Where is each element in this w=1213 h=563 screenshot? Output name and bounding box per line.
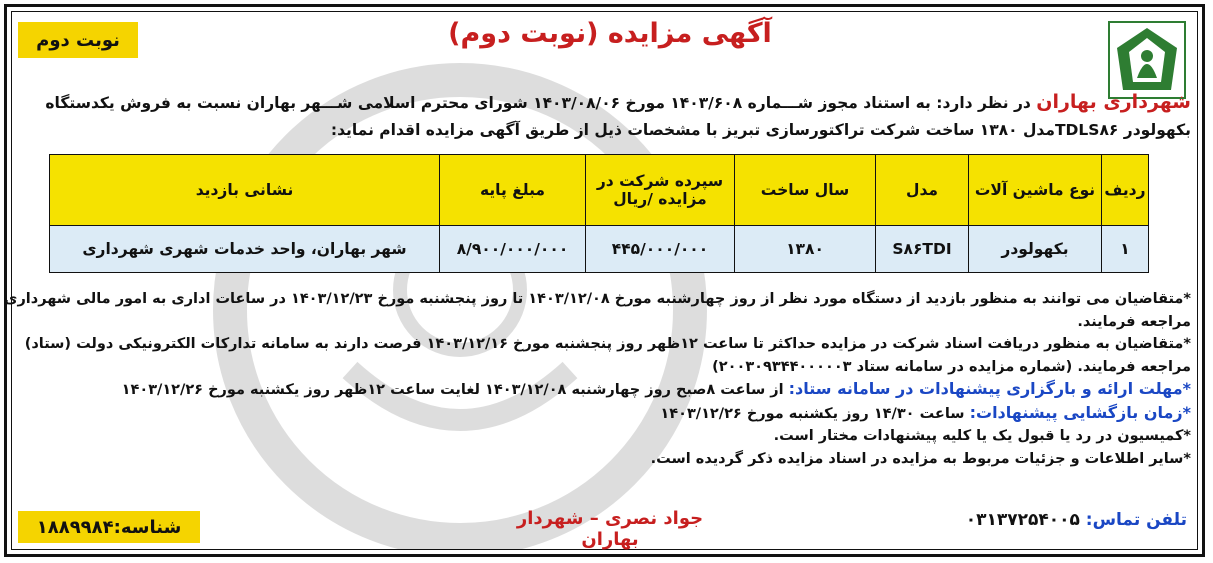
header-visit-address: نشانی بازدید (50, 155, 440, 226)
header-deposit: سپرده شرکت در مزایده /ریال (586, 155, 735, 226)
organization-name: شهرداری بهاران (1036, 91, 1191, 113)
note-opening (21, 402, 1191, 426)
opening-text: ساعت ۱۴/۳۰ روز یکشنبه مورخ ۱۴۰۳/۱۲/۲۶ (660, 405, 970, 422)
phone-number: ۰۳۱۳۷۲۵۴۰۰۵ (965, 510, 1086, 530)
opening-label: *زمان بازگشایی پیشنهادات: (969, 402, 1191, 422)
note-documents-cont: مراجعه فرمایند. (شماره مزایده در سامانه ستاد ۲۰۰۳۰۹۳۴۴۰۰۰۰۰۳) (712, 358, 1191, 375)
cell-visit-address: شهر بهاران، واحد خدمات شهری شهرداری (50, 226, 440, 273)
table-header-row (50, 155, 1149, 226)
note-commission: *کمیسیون در رد یا قبول یک یا کلیه پیشنهادات مختار است. (773, 428, 1191, 444)
header-row-number: ردیف (1102, 155, 1149, 226)
intro-line-1 (31, 88, 1191, 117)
ident-number: ۱۸۸۹۹۸۴ (36, 516, 114, 538)
notes-section (4, 288, 1191, 470)
signer-name: جواد نصری – شهردار بهاران (516, 508, 704, 550)
cell-deposit: ۴۴۵/۰۰۰/۰۰۰ (586, 226, 735, 273)
ident-label: شناسه: (113, 516, 182, 538)
note-visit-cont: مراجعه فرمایند. (1077, 313, 1191, 330)
deadline-text: از ساعت ۸صبح روز چهارشنبه ۱۴۰۳/۱۲/۰۸ لغایت ساعت ۱۲ظهر روز یکشنبه مورخ ۱۴۰۳/۱۲/۲۶ (121, 382, 789, 398)
cell-model: S۸۶TDI (876, 226, 969, 273)
intro-line-2: بکهولودر TDLS۸۶مدل ۱۳۸۰ ساخت شرکت تراکتورسازی تبریز با مشخصات ذیل از طریق آگهی مزایده اقدام نماید: (330, 121, 1191, 139)
contact-phone (966, 510, 1187, 530)
header-machine-type: نوع ماشین آلات (969, 155, 1102, 226)
page-title: آگهی مزایده (نوبت دوم) (448, 18, 772, 49)
deadline-label: *مهلت ارائه و بارگزاری پیشنهادات در سامانه ستاد: (788, 379, 1191, 398)
note-other-info: *سایر اطلاعات و جزئیات مربوط به مزایده در اسناد مزایده ذکر گردیده است. (650, 450, 1191, 467)
note-visit: *متقاضیان می توانند به منظور بازدید از دستگاه مورد نظر از روز چهارشنبه مورخ ۱۴۰۳/۱۲/۰۸ تا روز پنجشنبه مورخ ۱۴۰۳/۱۲/۲۳ در ساعات اداری به امور مالی شهرداری (4, 291, 1191, 307)
ident-badge (18, 511, 200, 543)
header-year: سال ساخت (735, 155, 876, 226)
cell-year: ۱۳۸۰ (735, 226, 876, 273)
cell-row-number: ۱ (1102, 226, 1149, 273)
intro-text: در نظر دارد: به استناد مجوز شـــماره ۱۴۰۳/۶۰۸ مورخ ۱۴۰۳/۰۸/۰۶ شورای محترم اسلامی شـــهر بهاران نسبت به فروش یکدستگاه (45, 94, 1037, 112)
auction-table (49, 154, 1149, 273)
cell-machine-type: بکهولودر (969, 226, 1102, 273)
header-base-price: مبلغ پایه (440, 155, 586, 226)
round-badge: نوبت دوم (18, 22, 138, 58)
table-row (50, 226, 1149, 273)
cell-base-price: ۸/۹۰۰/۰۰۰/۰۰۰ (440, 226, 586, 273)
phone-label: تلفن تماس: (1085, 510, 1187, 530)
note-documents: *متقاضیان به منظور دریافت اسناد شرکت در مزایده حداکثر تا ساعت ۱۲ظهر روز پنجشنبه مورخ ۱۴۰۳/۱۲/۱۶ فرصت دارند به سامانه تدارکات الکترونیکی دولت (ستاد) (24, 336, 1191, 352)
note-deadline (21, 378, 1191, 402)
header-model: مدل (876, 155, 969, 226)
